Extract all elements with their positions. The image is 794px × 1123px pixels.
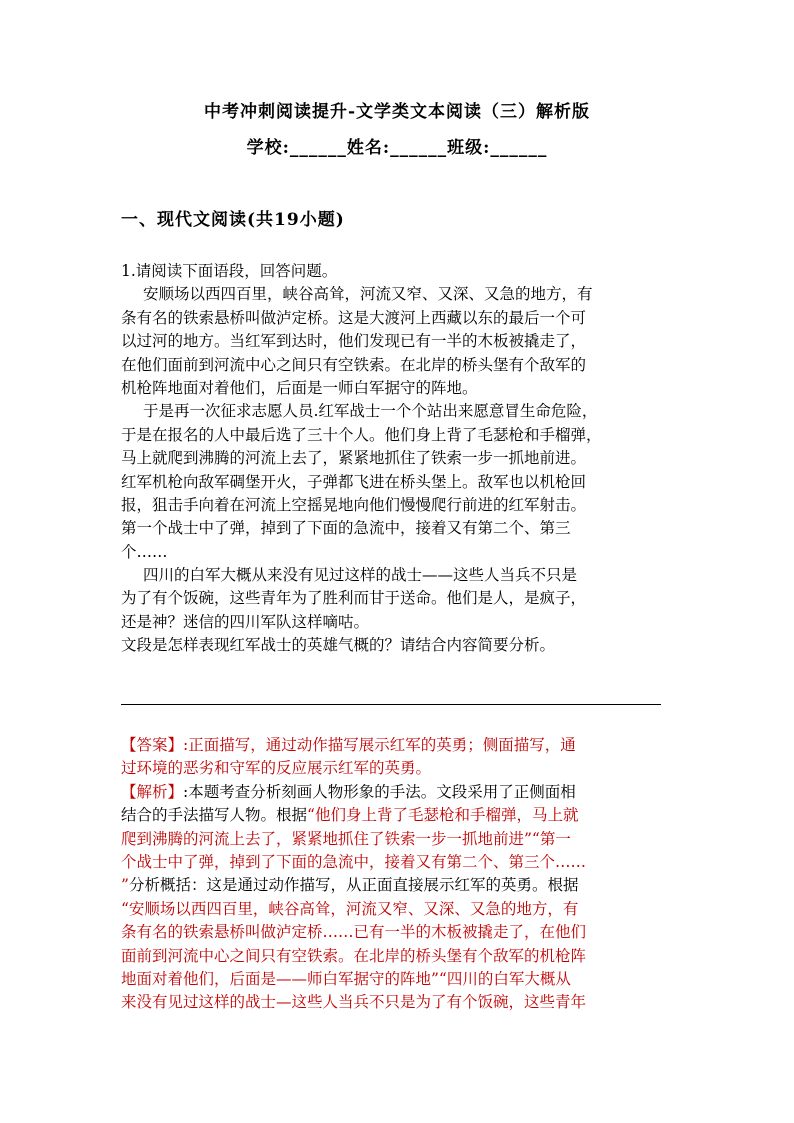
document-title: 中考冲刺阅读提升-文学类文本阅读（三）解析版 [203, 102, 591, 122]
passage-line: 马上就爬到沸腾的河流上去了，紧紧地抓住了铁索一步一抓地前进。 [121, 449, 587, 468]
analysis-line [121, 781, 681, 804]
analysis-quote: ” [121, 876, 129, 895]
passage-line: 报，狙击手向着在河流上空摇晃地向他们慢慢爬行前进的红军射击。 [121, 495, 587, 514]
passage-line: 红军机枪向敌军碉堡开火，子弹都飞进在桥头堡上。敌军也以机枪回 [121, 472, 587, 491]
question-text: 文段是怎样表现红军战士的英雄气概的？请结合内容简要分析。 [121, 636, 556, 655]
analysis-text: 分析概括：这是通过动作描写，从正面直接展示红军的英勇。根据 [128, 876, 579, 895]
analysis-quote: 爬到沸腾的河流上去了，紧紧地抓住了铁索一步一抓地前进”“第一 [121, 829, 571, 848]
analysis-quote: “安顺场以西四百里，峡谷高耸，河流又窄、又深、又急的地方，有 [121, 899, 579, 918]
passage-line: 在他们面前到河流中心之间只有空铁索。在北岸的桥头堡有个敌军的 [121, 355, 587, 374]
answer-text: :正面描写，通过动作描写展示红军的英勇；侧面描写，通 [183, 736, 576, 754]
analysis-line [121, 874, 681, 897]
analysis-quote: 面前到河流中心之间只有空铁索。在北岸的桥头堡有个敌军的机枪阵 [121, 946, 587, 965]
passage-line: 四川的白军大概从来没有见过这样的战士——这些人当兵不只是 [143, 566, 578, 585]
passage-line: 还是神？迷信的四川军队这样嘀咕。 [121, 612, 370, 631]
section-heading: 一、现代文阅读(共19小题) [121, 210, 345, 230]
passage-line: 机枪阵地面对着他们，后面是一师白军据守的阵地。 [121, 378, 478, 397]
analysis-quote: 来没有见过这样的战士—这些人当兵不只是为了有个饭碗，这些青年 [121, 993, 587, 1012]
answer-text: 过环境的恶劣和守军的反应展示红军的英勇。 [121, 759, 432, 778]
analysis-line [121, 804, 681, 827]
passage-line: 第一个战士中了弹，掉到了下面的急流中，接着又有第二个、第三 [121, 519, 571, 538]
analysis-quote: 个战士中了弹，掉到了下面的急流中，接着又有第二个、第三个…… [121, 852, 587, 871]
question-block [121, 260, 681, 658]
passage-line: 个…… [121, 542, 168, 561]
analysis-quote: 条有名的铁索悬桥叫做泸定桥……已有一半的木板被撬走了，在他们 [121, 923, 587, 942]
analysis-text: 结合的手法描写人物。根据 [121, 806, 308, 825]
analysis-quote: “他们身上背了毛瑟枪和手榴弹，马上就 [307, 806, 579, 825]
answer-tag: 【答案】 [121, 736, 184, 754]
answer-analysis-block [121, 734, 681, 1015]
student-info-line: 学校:______姓名:______班级:______ [246, 138, 548, 158]
analysis-text: :本题考查分析刻画人物形象的手法。文段采用了正侧面相 [183, 782, 576, 801]
question-prompt: 1.请阅读下面语段，回答问题。 [121, 262, 338, 280]
analysis-quote: 地面对着他们，后面是——师白军据守的阵地”“四川的白军大概从 [121, 969, 571, 988]
passage-line: 安顺场以西四百里，峡谷高耸，河流又窄、又深、又急的地方，有 [143, 285, 593, 304]
answer-blank-line [121, 690, 661, 705]
analysis-tag: 【解析】 [121, 782, 184, 801]
passage-line: 于是在报名的人中最后选了三十个人。他们身上背了毛瑟枪和手榴弹， [121, 425, 602, 444]
answer-line [121, 734, 681, 757]
passage-line: 于是再一次征求志愿人员.红军战士一个个站出来愿意冒生命危险， [143, 402, 598, 421]
passage-line: 以过河的地方。当红军到达时，他们发现已有一半的木板被撬走了， [121, 332, 587, 351]
passage-line: 为了有个饭碗，这些青年为了胜利而甘于送命。他们是人，是疯子， [121, 589, 587, 608]
passage-line: 条有名的铁索悬桥叫做泸定桥。这是大渡河上西藏以东的最后一个可 [121, 308, 587, 327]
